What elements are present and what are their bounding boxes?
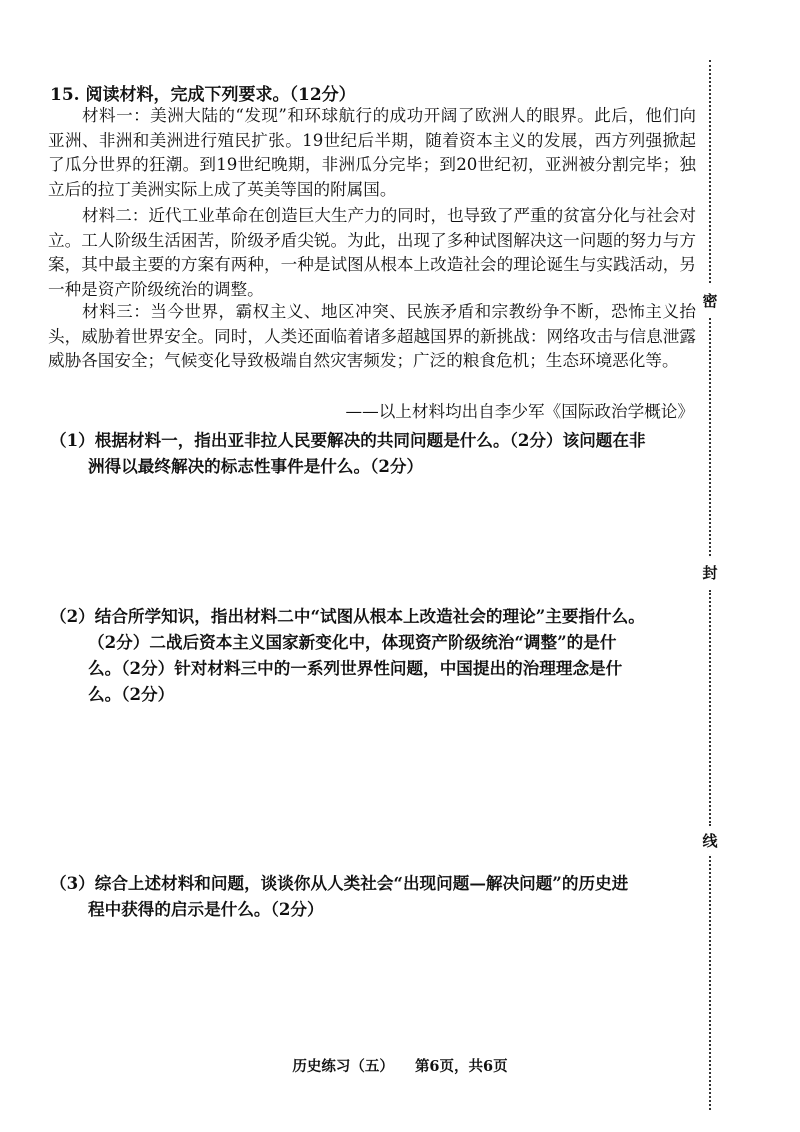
sub-question-1-line-2: 洲得以最终解决的标志性事件是什么。（2分） bbox=[88, 456, 424, 476]
sub-question-2 bbox=[50, 603, 694, 707]
material-three: 材料三：当今世界，霸权主义、地区冲突、民族矛盾和宗教纷争不断，恐怖主义抬头，威胁着世界安全。同时，人类还面临着诸多超越国界的新挑战：网络攻击与信息泄露威胁各国安全；气候变化导致极端自然灾害频发；广泛的粮食危机；生态环境恶化等。 bbox=[48, 302, 696, 371]
sub-question-2-line-4: 么。（2分） bbox=[88, 684, 175, 704]
footer-page-number: 第6页，共6页 bbox=[414, 1058, 508, 1075]
binding-mark-line: 线 bbox=[700, 832, 720, 850]
binding-dotted-line bbox=[709, 318, 711, 556]
sub-question-3-line-1: （3）综合上述材料和问题，谈谈你从人类社会“出现问题—解决问题”的历史进 bbox=[50, 873, 629, 893]
material-source: ——以上材料均出自李少军《国际政治学概论》 bbox=[345, 402, 694, 421]
binding-dotted-line bbox=[709, 60, 711, 283]
material-one: 材料一：美洲大陆的“发现”和环球航行的成功开阔了欧洲人的眼界。此后，他们向亚洲、非洲和美洲进行殖民扩张。19世纪后半期，随着资本主义的发展，西方列强掀起了瓜分世界的狂潮。到19世纪晚期，非洲瓜分完毕；到20世纪初，亚洲被分割完毕；独立后的拉丁美洲实际上成了英美等国的附属国。 bbox=[48, 106, 696, 199]
sub-question-2-line-2: （2分）二战后资本主义国家新变化中，体现资产阶级统治“调整”的是什 bbox=[88, 632, 617, 652]
sub-question-1 bbox=[50, 427, 694, 479]
question-heading: 15. 阅读材料，完成下列要求。（12分） bbox=[50, 85, 356, 105]
sub-question-3 bbox=[50, 870, 694, 922]
material-two: 材料二：近代工业革命在创造巨大生产力的同时，也导致了严重的贫富分化与社会对立。工人阶级生活困苦，阶级矛盾尖锐。为此，出现了多种试图解决这一问题的努力与方案，其中最主要的方案有两种，一种是试图从根本上改造社会的理论诞生与实践活动，另一种是资产阶级统治的调整。 bbox=[48, 206, 696, 299]
binding-mark-closure: 封 bbox=[700, 564, 720, 582]
footer-subject: 历史练习（五） bbox=[292, 1058, 394, 1075]
page-footer bbox=[0, 1055, 800, 1076]
sub-question-2-line-1: （2）结合所学知识，指出材料二中“试图从根本上改造社会的理论”主要指什么。 bbox=[50, 606, 645, 626]
sub-question-1-line-1: （1）根据材料一，指出亚非拉人民要解决的共同问题是什么。（2分）该问题在非 bbox=[50, 430, 646, 450]
binding-mark-seal: 密 bbox=[700, 292, 720, 310]
binding-dotted-line bbox=[709, 856, 711, 1110]
binding-dotted-line bbox=[709, 590, 711, 826]
sub-question-2-line-3: 么。（2分）针对材料三中的一系列世界性问题，中国提出的治理理念是什 bbox=[88, 658, 623, 678]
sub-question-3-line-2: 程中获得的启示是什么。（2分） bbox=[88, 899, 324, 919]
